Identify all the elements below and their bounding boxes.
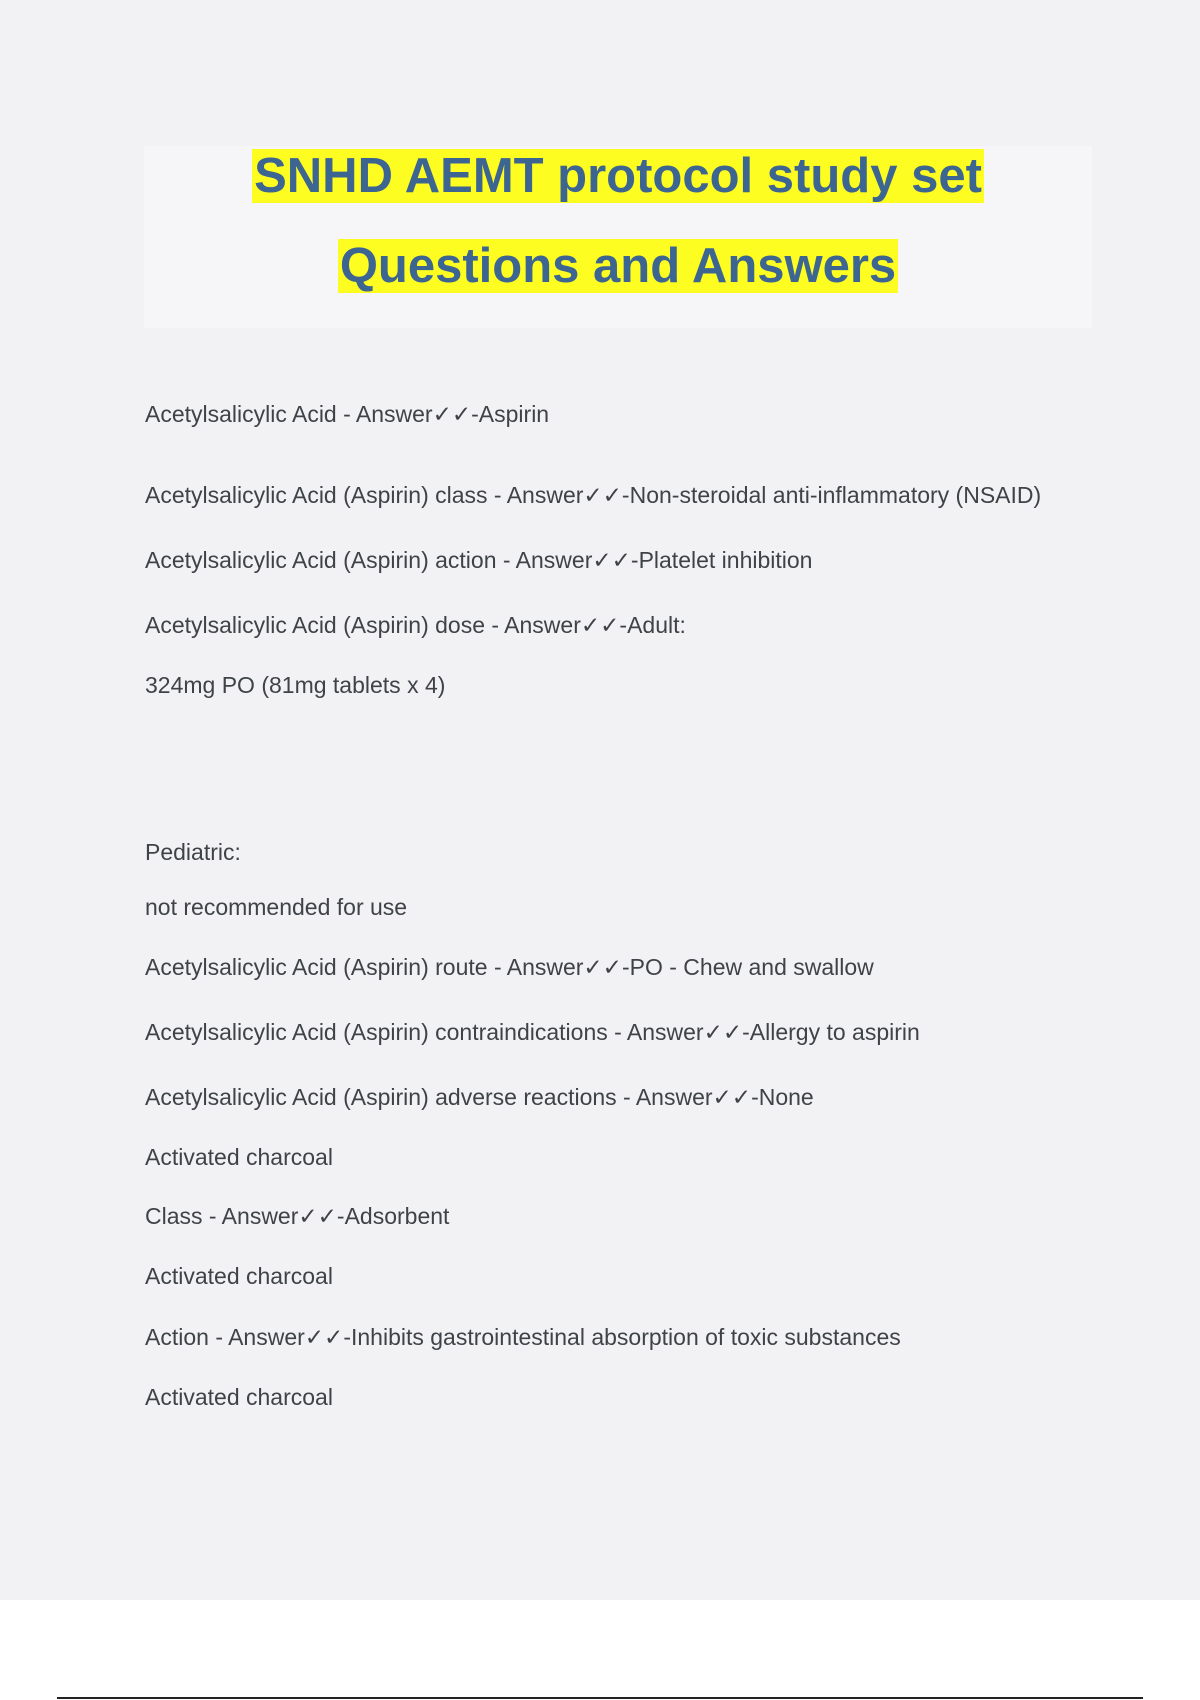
qa-line: Acetylsalicylic Acid (Aspirin) adverse reactions - Answer✓✓-None xyxy=(145,1084,814,1110)
document-title-line-1 xyxy=(144,146,1092,206)
title-highlight-2: Questions and Answers xyxy=(339,239,897,293)
qa-line: Acetylsalicylic Acid (Aspirin) dose - Answer✓✓-Adult: xyxy=(145,612,686,638)
title-highlight-1: SNHD AEMT protocol study set xyxy=(254,149,982,203)
qa-line: Activated charcoal xyxy=(145,1384,333,1410)
qa-line: Pediatric: xyxy=(145,839,241,865)
qa-line: Acetylsalicylic Acid (Aspirin) contraindications - Answer✓✓-Allergy to aspirin xyxy=(145,1019,920,1045)
footer-divider xyxy=(57,1697,1143,1699)
qa-line: Acetylsalicylic Acid - Answer✓✓-Aspirin xyxy=(145,401,550,427)
qa-line: Action - Answer✓✓-Inhibits gastrointestinal absorption of toxic substances xyxy=(145,1324,901,1350)
qa-line: Activated charcoal xyxy=(145,1263,333,1289)
qa-line: Class - Answer✓✓-Adsorbent xyxy=(145,1203,450,1229)
title-block xyxy=(144,146,1092,328)
qa-line: Acetylsalicylic Acid (Aspirin) class - Answer✓✓-Non-steroidal anti-inflammatory (NSAID) xyxy=(145,482,1042,508)
qa-line: Activated charcoal xyxy=(145,1144,333,1170)
qa-line: Acetylsalicylic Acid (Aspirin) action - Answer✓✓-Platelet inhibition xyxy=(145,547,813,573)
qa-line: 324mg PO (81mg tablets x 4) xyxy=(145,672,446,698)
qa-line: not recommended for use xyxy=(145,894,408,920)
qa-line: Acetylsalicylic Acid (Aspirin) route - Answer✓✓-PO - Chew and swallow xyxy=(145,954,874,980)
document-title-line-2 xyxy=(144,236,1092,296)
